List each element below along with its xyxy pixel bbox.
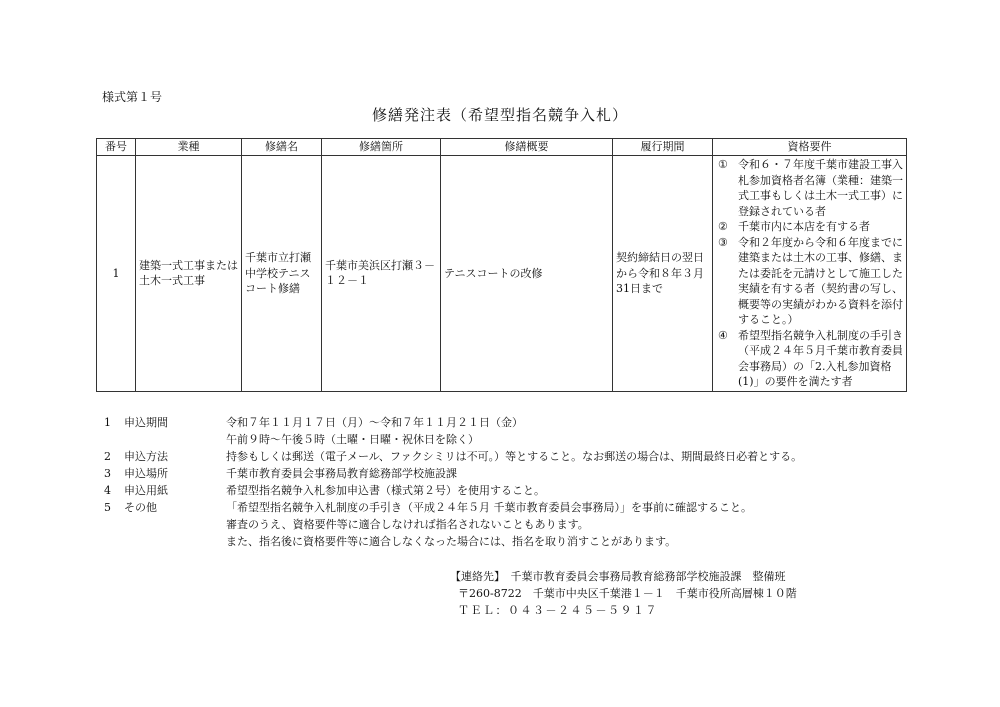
note-label: 申込用紙 — [124, 484, 168, 497]
requirement-mark: ② — [718, 220, 728, 233]
requirement-item — [716, 157, 903, 219]
requirement-text: 令和６・７年度千葉市建設工事入札参加資格者名簿（業種：建築一式工事もしくは土木一式工事）に登録されている者 — [738, 158, 903, 218]
repair-order-table — [96, 138, 907, 392]
note-text: 審査のうえ、資格要件等に適合しなければ指名されないこともあります。 — [226, 518, 589, 531]
contact-tel: ＴＥＬ：０４３－２４５－５９１７ — [458, 604, 658, 617]
cell-number: 1 — [97, 156, 136, 392]
cell-location: 千葉市美浜区打瀬３－１２－１ — [322, 156, 441, 392]
requirement-item — [716, 235, 903, 328]
note-label: その他 — [124, 501, 157, 514]
note-number: 2 — [104, 450, 111, 463]
cell-requirements — [713, 156, 907, 392]
note-label: 申込方法 — [124, 450, 168, 463]
requirement-item — [716, 219, 903, 235]
header-period: 履行期間 — [613, 139, 713, 156]
contact-heading-line — [450, 568, 797, 585]
table-row — [97, 156, 907, 392]
cell-repair-name: 千葉市立打瀬中学校テニスコート修繕 — [242, 156, 322, 392]
requirement-mark: ④ — [718, 328, 728, 342]
note-number: 1 — [104, 416, 111, 429]
header-summary: 修繕概要 — [441, 139, 613, 156]
requirement-item — [716, 328, 903, 390]
note-text: 「希望型指名競争入札制度の手引き（平成２４年５月 千葉市教育委員会事務局）」を事前に確認すること。 — [226, 501, 752, 514]
note-number: 5 — [104, 501, 111, 514]
contact-heading: 【連絡先】 — [450, 570, 500, 583]
note-text: 午前９時～午後５時（土曜・日曜・祝休日を除く） — [226, 433, 479, 446]
header-repair-name: 修繕名 — [242, 139, 322, 156]
note-number: 4 — [104, 484, 111, 497]
contact-block — [450, 568, 797, 619]
requirement-text: 千葉市内に本店を有する者 — [738, 220, 870, 233]
cell-industry: 建築一式工事または土木一式工事 — [136, 156, 242, 392]
note-label: 申込場所 — [124, 467, 168, 480]
form-number: 様式第１号 — [102, 90, 163, 104]
note-text: 令和７年１１月１７日（月）～令和７年１１月２１日（金） — [226, 416, 523, 429]
requirement-text: 令和２年度から令和６年度までに建築または土木の工事、修繕、または委託を元請けとして施工した実績を有する者（契約書の写し、概要等の実績がわかる資料を添付すること。） — [738, 235, 903, 326]
cell-summary: テニスコートの改修 — [441, 156, 613, 392]
requirement-mark: ③ — [718, 235, 728, 249]
requirement-text: 希望型指名競争入札制度の手引き（平成２４年５月千葉市教育委員会事務局）の「2.入札参加資格(1)」の要件を満たす者 — [738, 328, 903, 388]
header-location: 修繕箇所 — [322, 139, 441, 156]
note-text: 希望型指名競争入札参加申込書（様式第２号）を使用すること。 — [226, 484, 545, 497]
note-text: 持参もしくは郵送（電子メール、ファクシミリは不可。）等とすること。なお郵送の場合は、期間最終日必着とする。 — [226, 450, 803, 463]
note-label: 申込期間 — [124, 416, 168, 429]
requirements-list — [716, 157, 903, 390]
header-industry: 業種 — [136, 139, 242, 156]
contact-address: 〒260-8722 千葉市中央区千葉港１－１ 千葉市役所高層棟１０階 — [458, 587, 797, 600]
note-number: 3 — [104, 467, 111, 480]
table-header-row — [97, 139, 907, 156]
note-text: 千葉市教育委員会事務局教育総務部学校施設課 — [226, 467, 457, 480]
note-text: また、指名後に資格要件等に適合しなくなった場合には、指名を取り消すことがあります。 — [226, 535, 677, 548]
header-requirements: 資格要件 — [713, 139, 907, 156]
header-number: 番号 — [97, 139, 136, 156]
cell-period: 契約締結日の翌日から令和８年３月31日まで — [613, 156, 713, 392]
requirement-mark: ① — [718, 158, 728, 171]
contact-department: 千葉市教育委員会事務局教育総務部学校施設課 整備班 — [510, 570, 786, 583]
document-title: 修繕発注表（希望型指名競争入札） — [371, 106, 628, 124]
